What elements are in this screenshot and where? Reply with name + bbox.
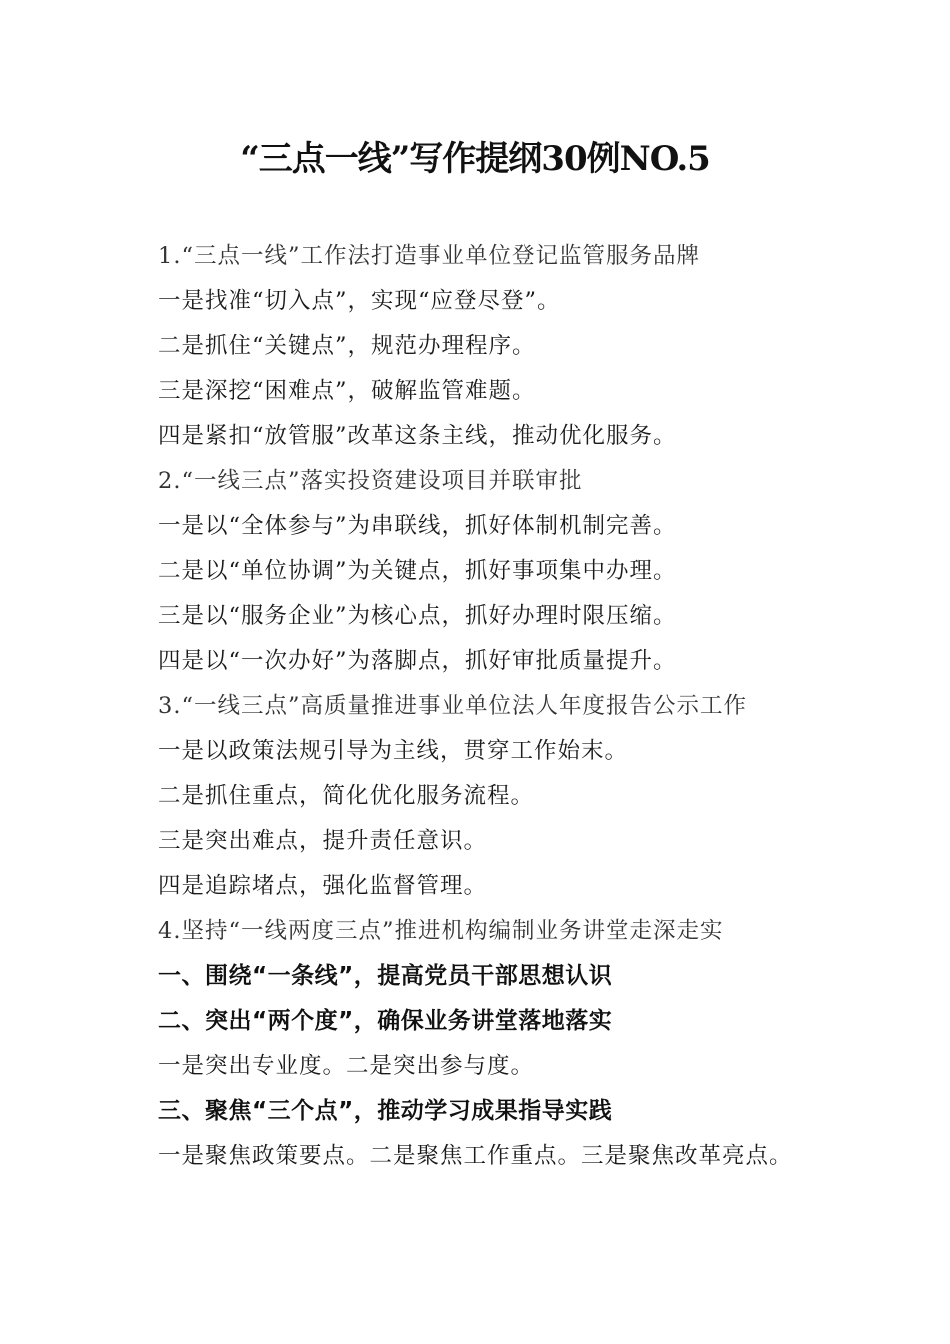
document-title: “三点一线”写作提纲30例NO.5 [240, 139, 710, 179]
section-2-item-4: 四是以“一次办好”为落脚点，抓好审批质量提升。 [158, 648, 677, 674]
document-body [158, 234, 878, 1179]
section-2-item-2: 二是以“单位协调”为关键点，抓好事项集中办理。 [158, 558, 677, 584]
subsection-text-2: 一是突出专业度。二是突出参与度。 [158, 1053, 535, 1079]
section-2-item-1: 一是以“全体参与”为串联线，抓好体制机制完善。 [158, 513, 677, 539]
section-heading-4: 4.坚持“一线两度三点”推进机构编制业务讲堂走深走实 [158, 918, 724, 944]
section-3-item-1: 一是以政策法规引导为主线，贯穿工作始末。 [158, 738, 629, 764]
subsection-title-1: 一、围绕“一条线”，提高党员干部思想认识 [158, 963, 613, 989]
subsection-text-3: 一是聚焦政策要点。二是聚焦工作重点。三是聚焦改革亮点。 [158, 1143, 793, 1169]
subsection-title-3: 三、聚焦“三个点”，推动学习成果指导实践 [158, 1098, 613, 1124]
section-1-item-4: 四是紧扣“放管服”改革这条主线，推动优化服务。 [158, 423, 677, 449]
section-1-item-2: 二是抓住“关键点”，规范办理程序。 [158, 333, 536, 359]
section-3-item-2: 二是抓住重点，简化优化服务流程。 [158, 783, 535, 809]
section-heading-3: 3.“一线三点”高质量推进事业单位法人年度报告公示工作 [158, 693, 747, 719]
section-1-item-1: 一是找准“切入点”，实现“应登尽登”。 [158, 288, 561, 314]
section-3-item-3: 三是突出难点，提升责任意识。 [158, 828, 488, 854]
section-heading-1: 1.“三点一线”工作法打造事业单位登记监管服务品牌 [158, 243, 700, 269]
subsection-title-2: 二、突出“两个度”，确保业务讲堂落地落实 [158, 1008, 613, 1034]
section-3-item-4: 四是追踪堵点，强化监督管理。 [158, 873, 488, 899]
section-2-item-3: 三是以“服务企业”为核心点，抓好办理时限压缩。 [158, 603, 677, 629]
section-heading-2: 2.“一线三点”落实投资建设项目并联审批 [158, 468, 583, 494]
section-1-item-3: 三是深挖“困难点”，破解监管难题。 [158, 378, 536, 404]
